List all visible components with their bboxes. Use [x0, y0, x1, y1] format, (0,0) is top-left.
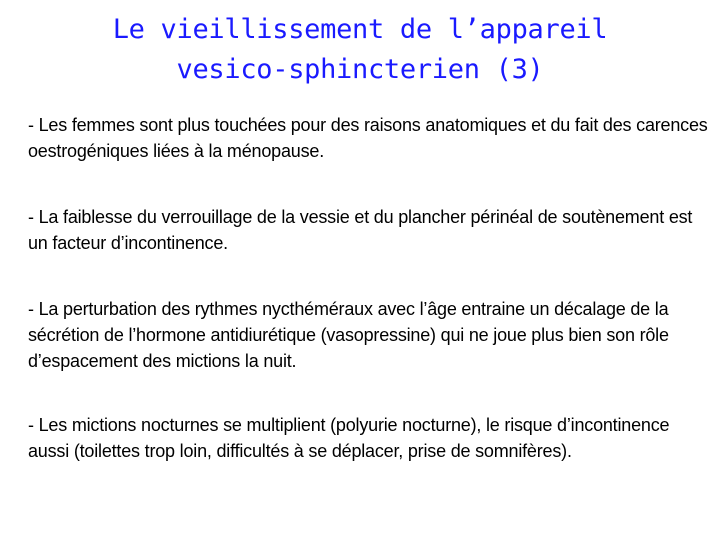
bullet-paragraph-1: - Les femmes sont plus touchées pour des raisons anatomiques et du fait des carences oestrogéniques liées à la ménopause. — [28, 115, 708, 161]
slide-body — [28, 112, 710, 504]
bullet-paragraph-2: - La faiblesse du verrouillage de la vessie et du plancher périnéal de soutènement est un facteur d’incontinence. — [28, 207, 693, 253]
bullet-paragraph-3: - La perturbation des rythmes nycthéméraux avec l’âge entraine un décalage de la sécrétion de l’hormone antidiurétique (vasopressine) qui ne joue plus bien son rôle d’espacement des mictions la nuit. — [28, 299, 669, 371]
slide-title-line-2: vesico-sphincterien (3) — [176, 54, 544, 85]
slide-title — [0, 10, 720, 90]
slide-title-line-1: Le vieillissement de l’appareil — [112, 14, 608, 45]
bullet-paragraph-4: - Les mictions nocturnes se multiplient (polyurie nocturne), le risque d’incontinence aussi (toilettes trop loin, difficultés à se déplacer, prise de somnifères). — [28, 415, 670, 461]
